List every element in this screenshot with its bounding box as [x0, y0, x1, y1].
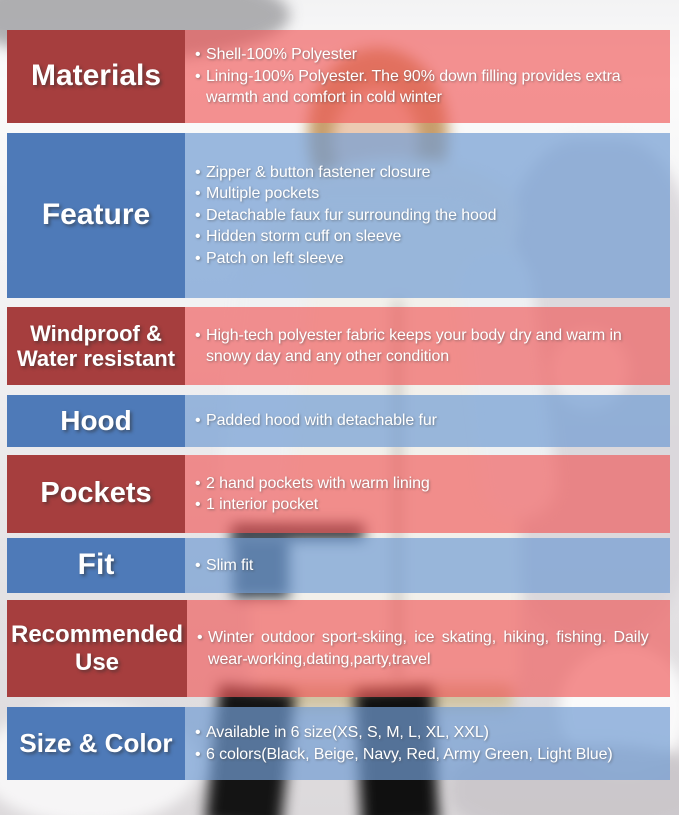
row-windproof-content: [185, 307, 670, 385]
row-feature-content: [185, 133, 670, 298]
row-size-and-color: [7, 707, 670, 780]
row-windproof-water-resistant: [7, 307, 670, 385]
bullet-item: • Lining-100% Polyester. The 90% down filling provides extra warmth and comfort in cold winter: [195, 66, 664, 109]
bullet-item: • 2 hand pockets with warm lining: [195, 473, 664, 495]
row-feature-label: Feature: [7, 133, 185, 298]
bullet-item: • Multiple pockets: [195, 183, 664, 205]
bullet-item: • Zipper & button fastener closure: [195, 162, 664, 184]
bullet-item: • Slim fit: [195, 555, 664, 577]
row-fit-content: [185, 538, 670, 593]
row-recommended-content: [187, 600, 670, 697]
row-materials: [7, 30, 670, 123]
bullet-item: • 6 colors(Black, Beige, Navy, Red, Army Green, Light Blue): [195, 744, 664, 766]
row-pockets-content: [185, 455, 670, 533]
row-hood: [7, 395, 670, 447]
row-recommended-use: [7, 600, 670, 697]
bullet-item: • Available in 6 size(XS, S, M, L, XL, XXL): [195, 722, 664, 744]
row-materials-label: Materials: [7, 30, 185, 123]
row-hood-label: Hood: [7, 395, 185, 447]
bullet-item: • Padded hood with detachable fur: [195, 410, 664, 432]
bullet-item: • Detachable faux fur surrounding the hood: [195, 205, 664, 227]
bullet-item: • Winter outdoor sport-skiing, ice skating, hiking, fishing. Daily wear-working,dating,party,travel: [197, 627, 664, 670]
row-fit: [7, 538, 670, 593]
bullet-item: • 1 interior pocket: [195, 494, 664, 516]
bullet-item: • High-tech polyester fabric keeps your body dry and warm in snowy day and any other condition: [195, 325, 664, 368]
row-feature: [7, 133, 670, 298]
row-sizecolor-label: Size & Color: [7, 707, 185, 780]
bullet-item: • Hidden storm cuff on sleeve: [195, 226, 664, 248]
row-windproof-label: Windproof & Water resistant: [7, 307, 185, 385]
row-fit-label: Fit: [7, 538, 185, 593]
bullet-item: • Patch on left sleeve: [195, 248, 664, 270]
row-sizecolor-content: [185, 707, 670, 780]
row-materials-content: [185, 30, 670, 123]
row-pockets: [7, 455, 670, 533]
row-pockets-label: Pockets: [7, 455, 185, 533]
row-recommended-label: Recommended Use: [7, 600, 187, 697]
bullet-item: • Shell-100% Polyester: [195, 44, 664, 66]
row-hood-content: [185, 395, 670, 447]
